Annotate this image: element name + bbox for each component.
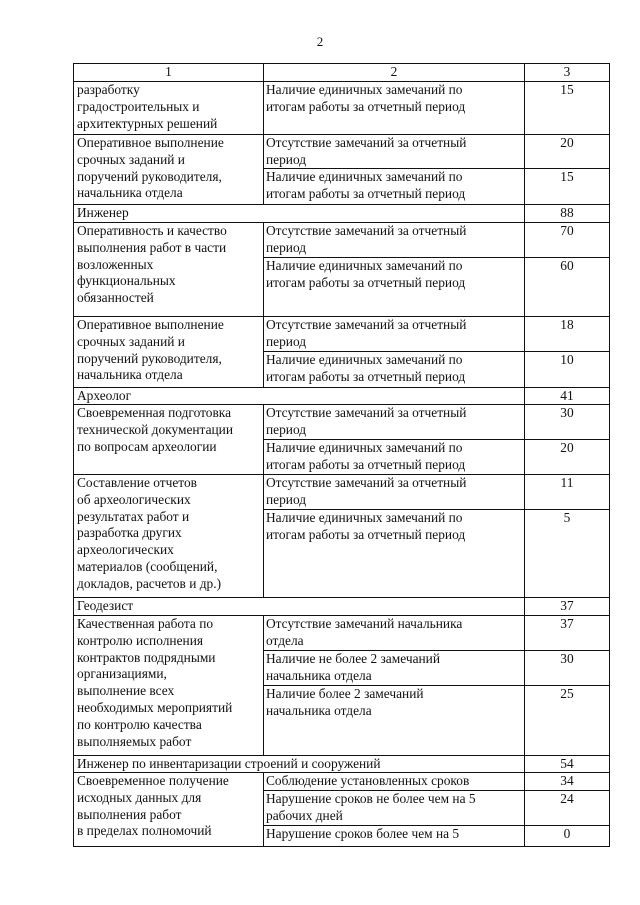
section-total: 54 [560, 756, 574, 771]
condition-text: Нарушение сроков не более чем на 5 рабочих дней [266, 791, 476, 823]
score-value: 34 [560, 773, 574, 788]
score-value: 15 [560, 82, 574, 97]
condition-text: Нарушение сроков более чем на 5 [266, 826, 460, 841]
condition-text: Наличие единичных замечаний по итогам работы за отчетный период [266, 258, 466, 290]
score-value: 20 [560, 440, 574, 455]
score-value: 37 [560, 616, 574, 631]
column-header: 1 [165, 64, 172, 79]
table-rule [609, 63, 610, 846]
criterion-text: Оперативность и качество выполнения работ в части возложенных функциональных обязанностей [77, 223, 227, 306]
table-rule [73, 846, 610, 847]
condition-text: Отсутствие замечаний за отчетный период [266, 135, 467, 167]
score-value: 20 [560, 135, 574, 150]
score-value: 15 [560, 169, 574, 184]
score-value: 0 [563, 826, 571, 841]
score-value: 25 [560, 686, 574, 701]
table-rule [263, 63, 264, 204]
table-rule [263, 222, 264, 387]
score-value: 30 [560, 405, 574, 420]
condition-text: Отсутствие замечаний за отчетный период [266, 405, 467, 437]
condition-text: Наличие единичных замечаний по итогам работы за отчетный период [266, 440, 466, 472]
condition-text: Наличие единичных замечаний по итогам работы за отчетный период [266, 169, 466, 201]
section-title: Археолог [77, 388, 132, 403]
section-total: 37 [560, 598, 574, 613]
table-rule [263, 615, 264, 755]
condition-text: Соблюдение установленных сроков [266, 773, 470, 788]
condition-text: Наличие не более 2 замечаний начальника отдела [266, 651, 441, 683]
condition-text: Отсутствие замечаний за отчетный период [266, 317, 467, 349]
criterion-text: разработку градостроительных и архитектурных решений [77, 82, 218, 131]
section-total: 41 [560, 388, 574, 403]
condition-text: Наличие более 2 замечаний начальника отдела [266, 686, 424, 718]
criterion-text: Составление отчетов об археологических результатах работ и разработка других археологических материалов (сообщений, докладов, расчетов и др.) [77, 475, 222, 591]
score-value: 30 [560, 651, 574, 666]
criterion-text: Своевременное получение исходных данных для выполнения работ в пределах полномочий [77, 773, 229, 839]
condition-text: Наличие единичных замечаний по итогам работы за отчетный период [266, 510, 466, 542]
condition-text: Отсутствие замечаний начальника отдела [266, 616, 463, 648]
criterion-text: Оперативное выполнение срочных заданий и поручений руководителя, начальника отдела [77, 317, 224, 383]
score-value: 24 [560, 791, 574, 806]
column-header: 2 [390, 64, 398, 79]
table-rule [263, 772, 264, 846]
table-rule [73, 63, 74, 846]
criterion-text: Своевременная подготовка технической документации по вопросам археологии [77, 405, 234, 454]
table-rule [263, 404, 264, 597]
score-value: 60 [560, 258, 574, 273]
section-title: Геодезист [77, 598, 134, 613]
section-title: Инженер по инвентаризации строений и сооружений [77, 756, 381, 771]
page-number: 2 [316, 34, 324, 49]
section-total: 88 [560, 205, 574, 220]
score-value: 70 [560, 223, 574, 238]
column-header: 3 [563, 64, 571, 79]
condition-text: Наличие единичных замечаний по итогам работы за отчетный период [266, 352, 466, 384]
score-value: 18 [560, 317, 574, 332]
section-title: Инженер [77, 205, 129, 220]
score-value: 11 [560, 475, 574, 490]
score-value: 5 [563, 510, 571, 525]
condition-text: Наличие единичных замечаний по итогам работы за отчетный период [266, 82, 466, 114]
condition-text: Отсутствие замечаний за отчетный период [266, 475, 467, 507]
criterion-text: Качественная работа по контролю исполнения контрактов подрядными организациями, выполнение всех необходимых мероприятий по контролю качества выполняемых работ [77, 616, 233, 749]
condition-text: Отсутствие замечаний за отчетный период [266, 223, 467, 255]
score-value: 10 [560, 352, 574, 367]
criterion-text: Оперативное выполнение срочных заданий и поручений руководителя, начальника отдела [77, 135, 224, 201]
